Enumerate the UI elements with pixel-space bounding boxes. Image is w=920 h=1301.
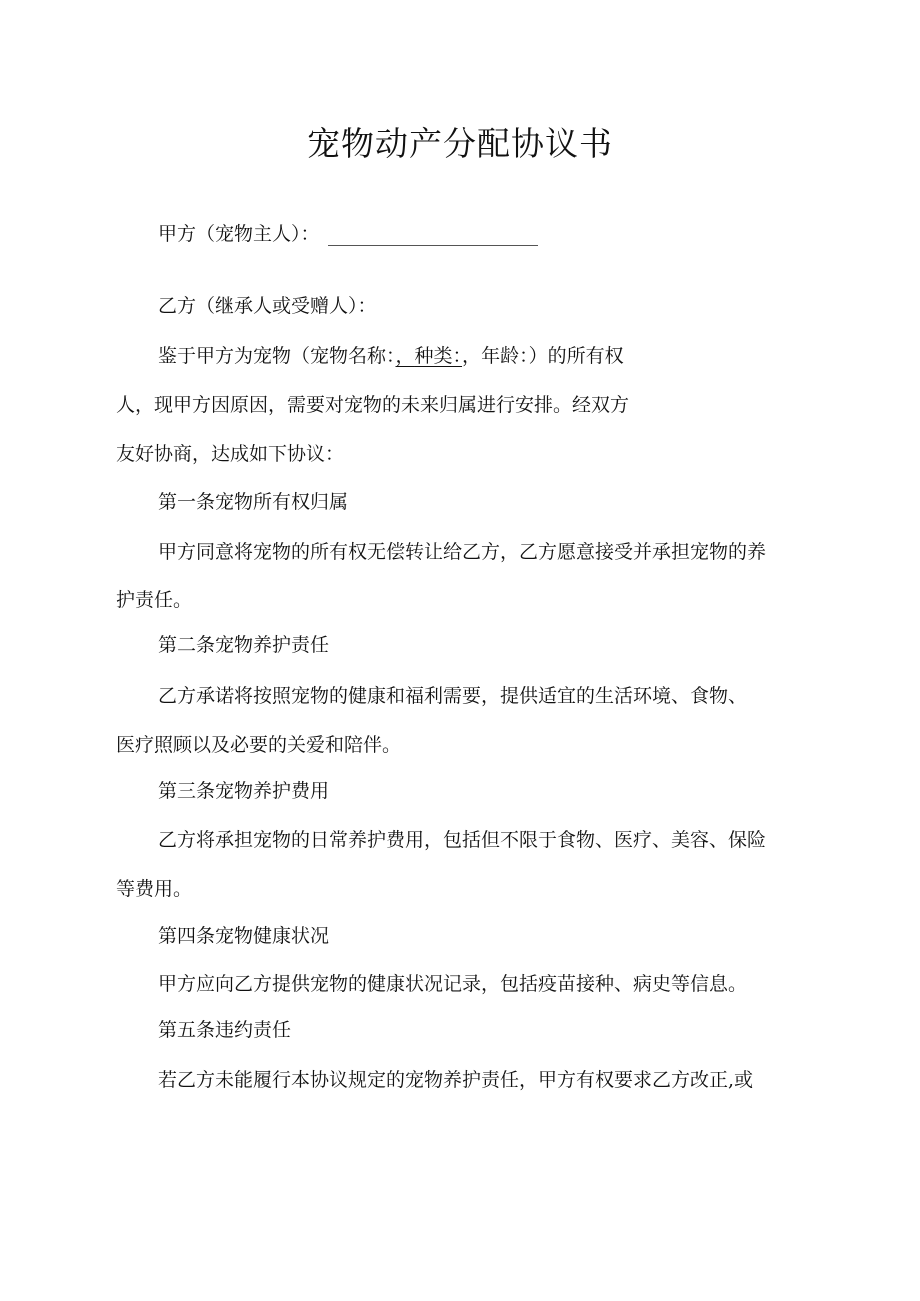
party-b-label: 乙方（继承人或受赠人）： [158,295,377,317]
species-label: 种类： [414,345,463,367]
preamble-line-2: 人，现甲方因原因，需要对宠物的未来归属进行安排。经双方 [116,394,630,416]
preamble-line-3: 友好协商，达成如下协议： [116,443,345,465]
preamble-text: 鉴于甲方为宠物（宠物名称： [158,345,396,367]
article-body-line: 若乙方未能履行本协议规定的宠物养护责任，甲方有权要求乙方改正,或 [158,1069,754,1091]
article-body-line: 医疗照顾以及必要的关爱和陪伴。 [116,734,402,756]
pet-name-field[interactable] [396,345,463,367]
party-b-line [158,293,377,319]
article-heading: 第一条宠物所有权归属 [158,491,349,513]
document-title: 宠物动产分配协议书 [307,124,613,163]
preamble-line-1 [158,343,624,369]
article-heading: 第二条宠物养护责任 [158,634,330,656]
party-a-line [158,221,538,247]
article-body-line: 乙方将承担宠物的日常养护费用，包括但不限于食物、医疗、美容、保险 [158,829,767,851]
party-a-blank[interactable] [328,225,538,246]
article-heading: 第四条宠物健康状况 [158,925,330,947]
party-a-label: 甲方（宠物主人）： [158,223,320,245]
article-body-line: 乙方承诺将按照宠物的健康和福利需要，提供适宜的生活环境、食物、 [158,685,748,707]
article-body-line: 甲方同意将宠物的所有权无偿转让给乙方，乙方愿意接受并承担宠物的养 [158,541,767,563]
article-body-line: 甲方应向乙方提供宠物的健康状况记录，包括疫苗接种、病史等信息。 [158,973,748,995]
article-body-line: 等费用。 [116,878,193,900]
article-heading: 第五条违约责任 [158,1019,292,1041]
article-heading: 第三条宠物养护费用 [158,780,330,802]
age-label: 年龄：）的所有权 [481,345,624,367]
comma: ， [462,345,482,367]
comma: ， [395,345,415,367]
article-body-line: 护责任。 [116,589,193,611]
